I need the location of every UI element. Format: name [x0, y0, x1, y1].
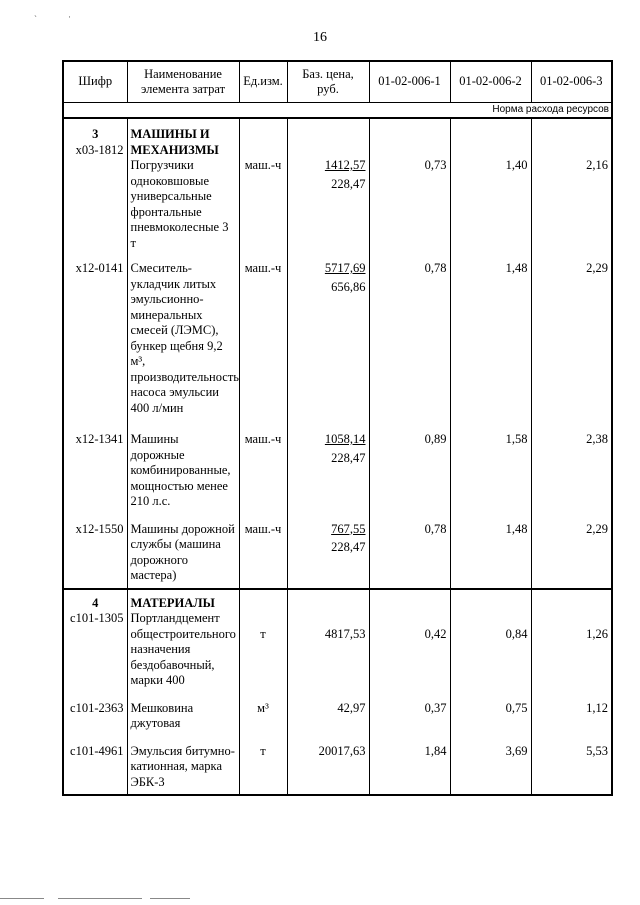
- cell-price: [287, 589, 369, 693]
- row-unit: маш.-ч: [244, 432, 282, 446]
- header-col2: 01-02-006-2: [450, 61, 531, 103]
- cell-price: [287, 693, 369, 736]
- cell-value-1: [369, 514, 450, 589]
- row-name: Портландцемент общестроительного назначения бездобавочный, марки 400: [130, 611, 236, 687]
- row-code: х03-1812: [75, 142, 124, 157]
- header-name: Наименование элемента затрат: [127, 61, 239, 103]
- row-value-1: 0,89: [424, 432, 447, 446]
- table-row: [63, 255, 612, 420]
- cell-unit: [239, 693, 287, 736]
- cell-value-2: [450, 420, 531, 514]
- row-value-3: 5,53: [586, 743, 608, 758]
- row-unit: т: [260, 743, 266, 758]
- cell-value-3: [531, 420, 612, 514]
- header-price: Баз. цена, руб.: [287, 61, 369, 103]
- cell-value-2: [450, 589, 531, 693]
- row-unit: т: [260, 626, 266, 641]
- cell-value-3: [531, 589, 612, 693]
- resource-table: [62, 60, 613, 796]
- norm-label: Норма расхода ресурсов: [63, 103, 612, 119]
- row-value-2: 1,58: [505, 432, 528, 446]
- page-number: 16: [313, 30, 327, 45]
- cell-value-2: [450, 255, 531, 420]
- cell-value-1: [369, 420, 450, 514]
- cell-value-2: [450, 514, 531, 589]
- row-value-3: 2,29: [586, 261, 608, 275]
- cell-value-3: [531, 736, 612, 796]
- row-price: 1058,14: [324, 432, 366, 446]
- cell-value-2: [450, 693, 531, 736]
- row-name: Эмульсия битумно-катионная, марка ЭБК-3: [130, 743, 235, 789]
- scan-mark: ·: [68, 12, 71, 22]
- cell-value-2: [450, 736, 531, 796]
- cell-code: [63, 255, 127, 420]
- table-row: [63, 693, 612, 736]
- cell-name: [127, 514, 239, 589]
- table-row: [63, 118, 612, 255]
- cell-value-3: [531, 514, 612, 589]
- cell-name: [127, 118, 239, 255]
- header-row: [63, 61, 612, 103]
- cell-value-2: [450, 118, 531, 255]
- section-title: МАТЕРИАЛЫ: [130, 595, 215, 610]
- row-value-3: 1,26: [586, 626, 608, 641]
- row-value-1: 1,84: [424, 743, 447, 758]
- scan-mark: `: [34, 14, 37, 24]
- section-number: 3: [92, 127, 99, 141]
- row-name: Мешковина джутовая: [130, 700, 194, 730]
- row-value-1: 0,78: [424, 521, 447, 536]
- row-price-secondary: 228,47: [331, 176, 366, 191]
- cell-code: [63, 514, 127, 589]
- table-row: [63, 736, 612, 796]
- header-col1: 01-02-006-1: [369, 61, 450, 103]
- cell-unit: [239, 420, 287, 514]
- cell-price: [287, 736, 369, 796]
- row-value-1: 0,42: [424, 626, 447, 641]
- row-value-3: 2,29: [586, 521, 608, 536]
- cell-value-1: [369, 118, 450, 255]
- cell-code: [63, 736, 127, 796]
- row-value-3: 2,16: [586, 158, 608, 172]
- cell-price: [287, 255, 369, 420]
- row-price-secondary: 228,47: [331, 450, 366, 465]
- cell-code: [63, 589, 127, 693]
- table-body: [63, 103, 612, 796]
- cell-price: [287, 420, 369, 514]
- row-price: 42,97: [337, 700, 366, 715]
- row-code: х12-1550: [75, 521, 124, 536]
- cell-code: [63, 420, 127, 514]
- row-name: Погрузчики одноковшовые универсальные фронтальные пневмоколесные 3 т: [130, 158, 229, 250]
- row-value-3: 1,12: [586, 700, 608, 715]
- cell-name: [127, 736, 239, 796]
- row-price-secondary: 228,47: [331, 540, 366, 554]
- row-code: х12-0141: [75, 261, 124, 275]
- footer-rule: [150, 898, 190, 899]
- cell-value-1: [369, 736, 450, 796]
- row-value-1: 0,73: [424, 158, 447, 172]
- cell-value-1: [369, 255, 450, 420]
- cell-unit: [239, 736, 287, 796]
- cell-unit: [239, 589, 287, 693]
- cell-name: [127, 589, 239, 693]
- header-code: Шифр: [63, 61, 127, 103]
- cell-value-1: [369, 693, 450, 736]
- row-value-2: 1,48: [505, 261, 528, 275]
- row-value-2: 0,84: [505, 626, 528, 641]
- row-code: с101-4961: [70, 743, 124, 758]
- cell-price: [287, 514, 369, 589]
- row-code: с101-2363: [70, 700, 124, 715]
- row-value-2: 0,75: [505, 700, 528, 715]
- table-row: [63, 514, 612, 589]
- section-number: 4: [92, 595, 99, 610]
- row-price: 4817,53: [324, 626, 366, 641]
- row-value-1: 0,78: [424, 261, 447, 275]
- row-code: х12-1341: [75, 432, 124, 446]
- row-value-1: 0,37: [424, 700, 447, 715]
- cell-name: [127, 420, 239, 514]
- table-row: [63, 589, 612, 693]
- row-price: 1412,57: [324, 158, 366, 172]
- cell-unit: [239, 255, 287, 420]
- cell-value-3: [531, 118, 612, 255]
- cell-value-3: [531, 255, 612, 420]
- table-row: [63, 420, 612, 514]
- row-value-2: 1,48: [505, 521, 528, 536]
- cell-code: [63, 693, 127, 736]
- row-name: Машины дорожные комбинированные, мощностью менее 210 л.с.: [130, 432, 231, 508]
- row-price: 5717,69: [324, 261, 366, 275]
- cell-name: [127, 255, 239, 420]
- header-col3: 01-02-006-3: [531, 61, 612, 103]
- cell-price: [287, 118, 369, 255]
- section-title: МАШИНЫ И МЕХАНИЗМЫ: [130, 127, 219, 157]
- row-unit: м³: [257, 700, 269, 715]
- cell-unit: [239, 118, 287, 255]
- cell-value-3: [531, 693, 612, 736]
- row-name: Машины дорожной службы (машина дорожного мастера): [130, 521, 235, 582]
- header-unit: Ед.изм.: [239, 61, 287, 103]
- row-price: 20017,63: [318, 743, 366, 758]
- cell-name: [127, 693, 239, 736]
- norm-row: [63, 103, 612, 119]
- row-name: Смеситель-укладчик литых эмульсионно-минеральных смесей (ЛЭМС), бункер щебня 9,2 м³, производительность насоса эмульсии 400 л/мин: [130, 261, 239, 415]
- row-price-secondary: 656,86: [331, 279, 366, 294]
- row-code: с101-1305: [70, 611, 124, 625]
- row-value-3: 2,38: [586, 432, 608, 446]
- cell-value-1: [369, 589, 450, 693]
- footer-rule: [0, 898, 44, 899]
- row-value-2: 1,40: [505, 158, 528, 172]
- row-unit: маш.-ч: [244, 158, 282, 172]
- cell-code: [63, 118, 127, 255]
- row-unit: маш.-ч: [244, 521, 282, 536]
- row-value-2: 3,69: [505, 743, 528, 758]
- row-unit: маш.-ч: [244, 261, 282, 275]
- row-price: 767,55: [331, 521, 366, 536]
- cell-unit: [239, 514, 287, 589]
- footer-rule: [58, 898, 142, 899]
